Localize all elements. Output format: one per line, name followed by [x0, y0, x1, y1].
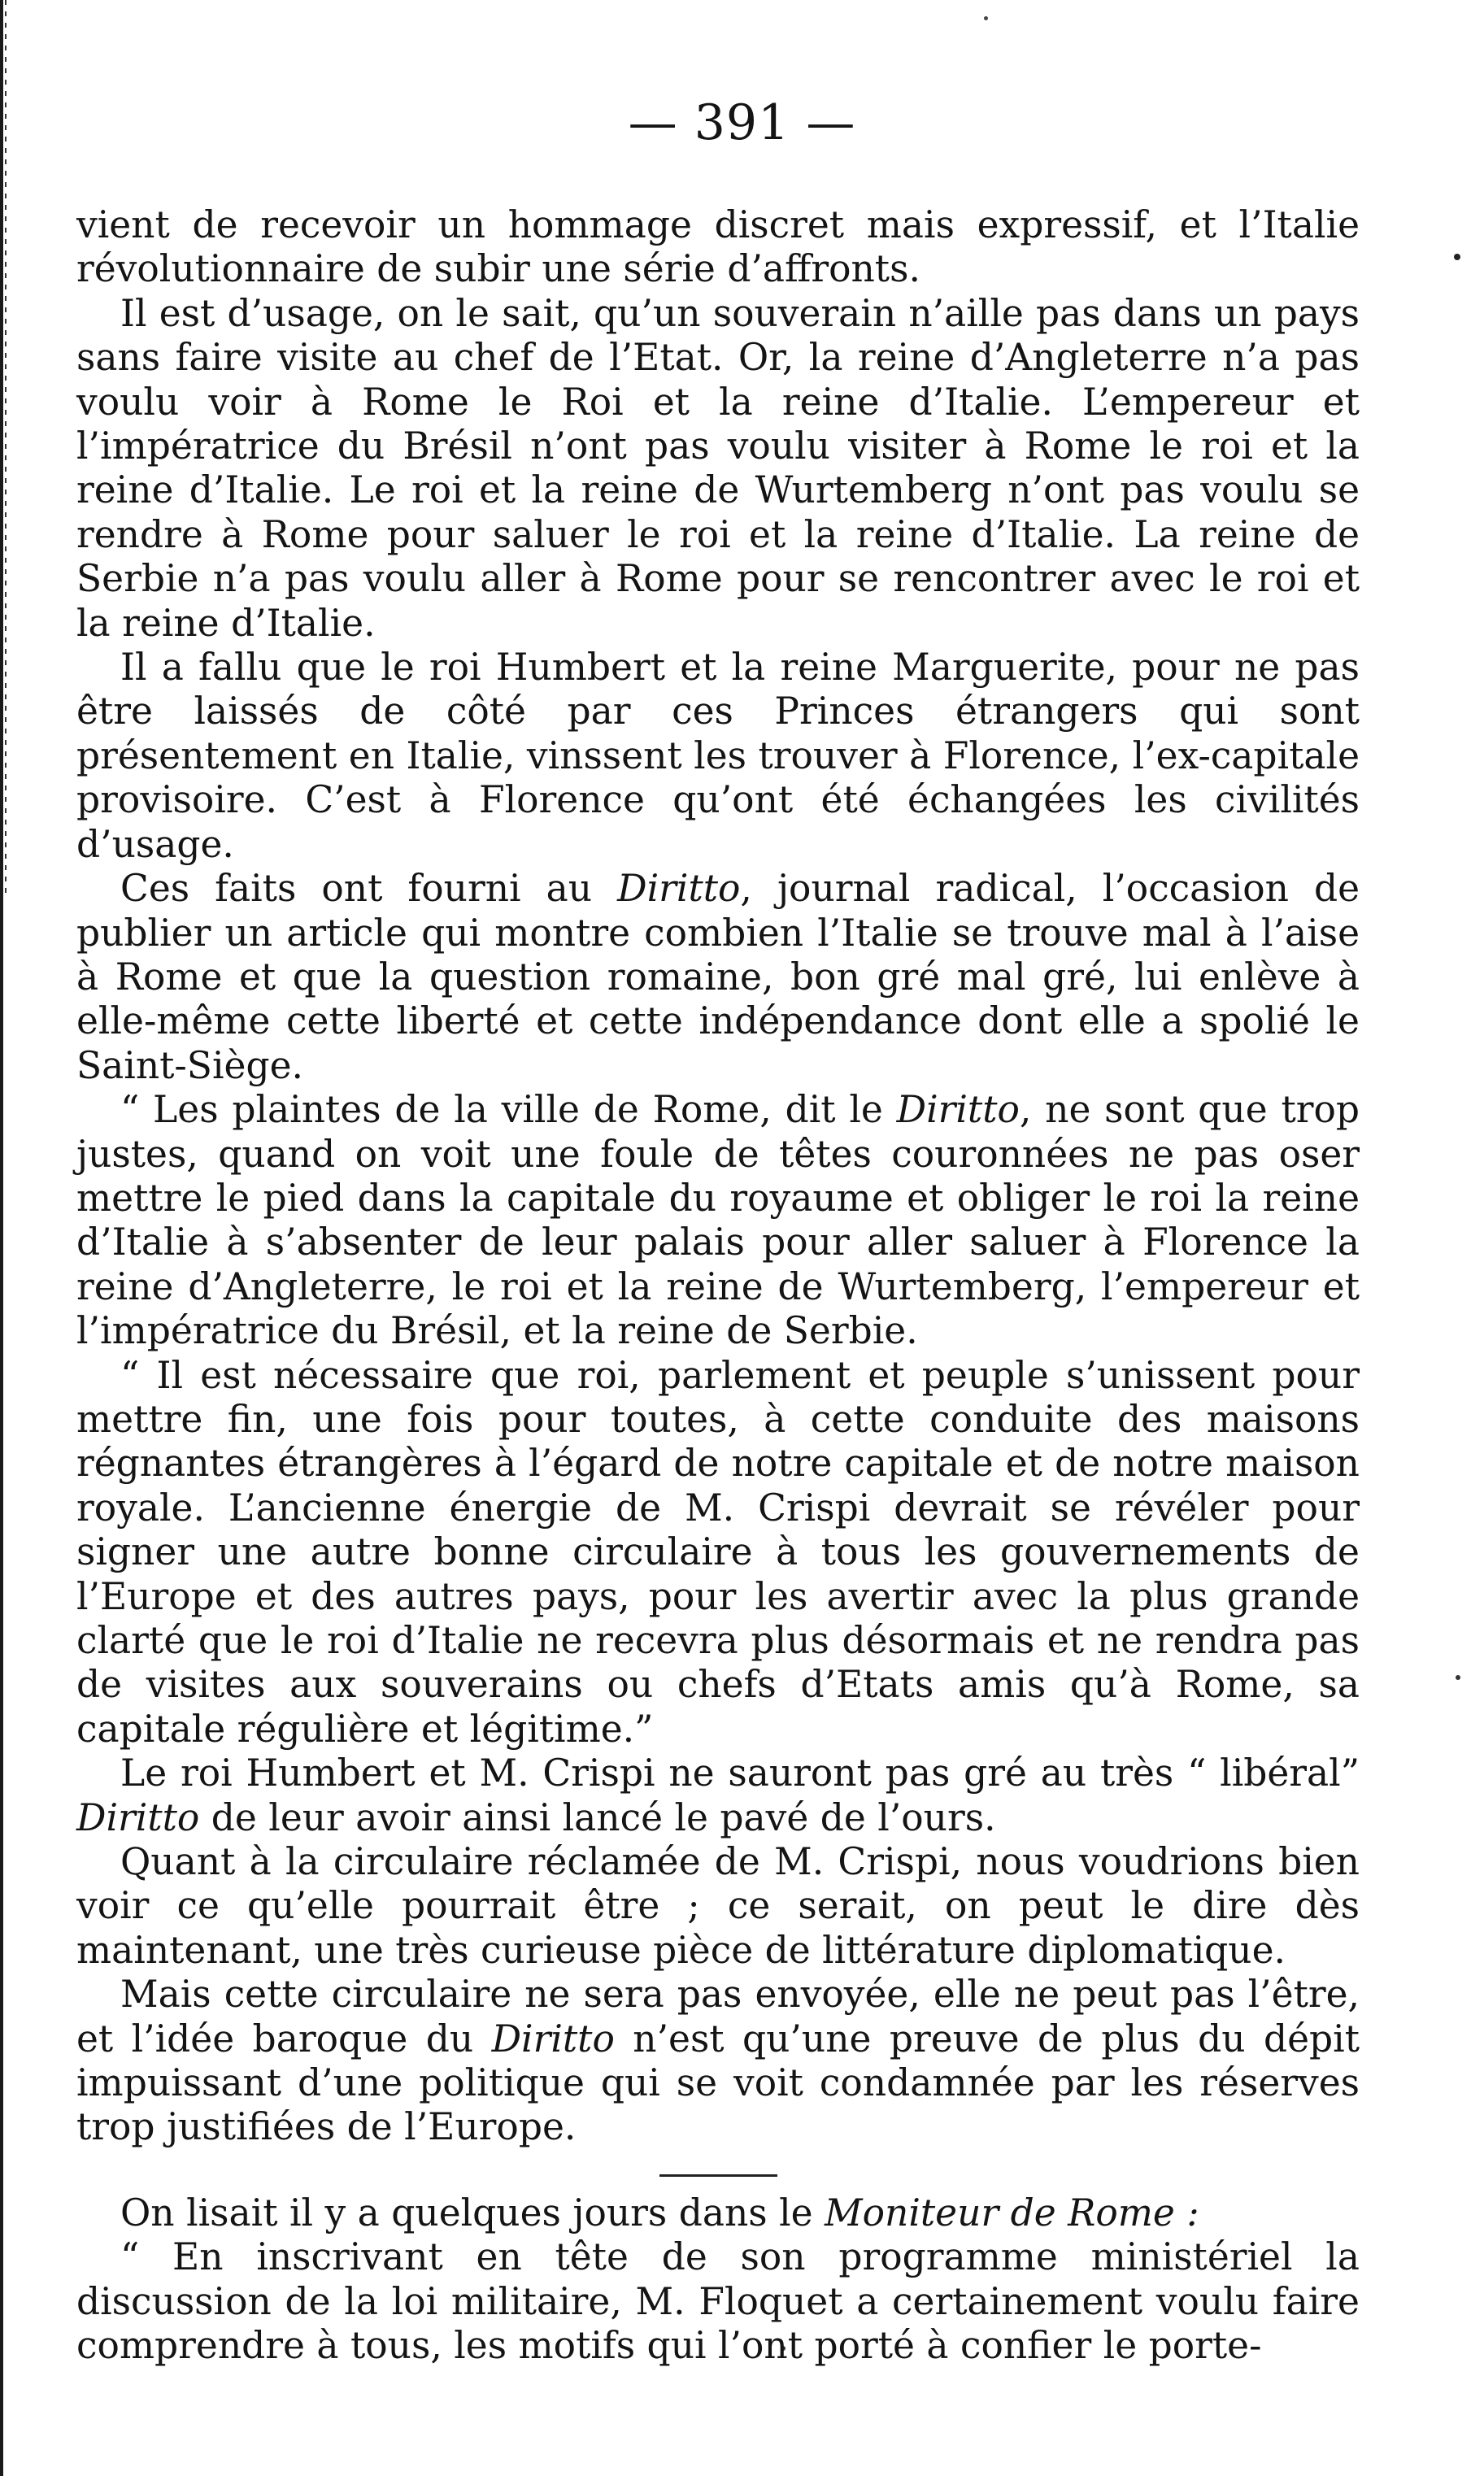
text-segment: n’est qu’une preuve de plus du dépit impuissant d’une politique qui se voit condamnée par les réserves trop justifiées de l’Europe.	[76, 2017, 1360, 2149]
text-segment: Il a fallu que le roi Humbert et la reine Marguerite, pour ne pas être laissés de côté par ces Princes étrangers qui sont présentement en Italie, vinssent les trouver à Florence, l’ex-capitale provisoire. C’est à Florence qu’ont été échangées les civilités d’usage.	[76, 646, 1360, 866]
text-segment: Ces faits ont fourni au	[120, 867, 618, 911]
text-segment: “ En inscrivant en tête de son programme ministériel la discussion de la loi militaire, M. Floquet a certainement voulu faire comprendre à tous, les motifs qui l’ont porté à confier le porte-	[76, 2235, 1360, 2368]
text-segment: “ Il est nécessaire que roi, parlement et peuple s’unissent pour mettre fin, une fois pour toutes, à cette conduite des maisons régnantes étrangères à l’égard de notre capitale et de notre maison royale. L’ancienne énergie de M. Crispi devrait se révéler pour signer une autre bonne circulaire à tous les gouvernements de l’Europe et des autres pays, pour les avertir avec la plus grande clarté que le roi d’Italie ne recevra plus désormais et ne rendra pas de visites aux souverains ou chefs d’Etats amis qu’à Rome, sa capitale régulière et légitime.”	[76, 1353, 1360, 1751]
italic-text: Diritto	[896, 1088, 1020, 1132]
article-paragraphs-continued	[76, 2191, 1360, 2369]
text-segment: “ Les plaintes de la ville de Rome, dit le	[120, 1088, 897, 1132]
paragraph	[76, 646, 1360, 867]
text-segment: vient de recevoir un hommage discret mais expressif, et l’Italie révolutionnaire de subir une série d’affronts.	[76, 203, 1360, 291]
paragraph	[76, 1354, 1360, 1752]
text-segment: de leur avoir ainsi lancé le pavé de l’ours.	[199, 1795, 996, 1839]
binding-edge	[0, 0, 3, 2476]
text-segment: Quant à la circulaire réclamée de M. Crispi, nous voudrions bien voir ce qu’elle pourrait être ; ce serait, on peut le dire dès maintenant, une très curieuse pièce de littérature diplomatique.	[76, 1840, 1360, 1972]
paragraph	[76, 2235, 1360, 2368]
italic-text: Diritto	[491, 2017, 615, 2060]
italic-text: Diritto	[617, 867, 741, 911]
text-segment: Mais cette circulaire ne sera pas envoyée, elle ne peut pas l’être, et l’idée baroque du	[76, 1973, 1360, 2060]
article-paragraphs	[76, 203, 1360, 2150]
paragraph	[76, 867, 1360, 1088]
paragraph	[76, 1751, 1360, 1840]
body-text	[76, 203, 1360, 2369]
scan-speck	[1456, 1675, 1460, 1680]
paragraph	[76, 203, 1360, 292]
text-segment: Il est d’usage, on le sait, qu’un souverain n’aille pas dans un pays sans faire visite au chef de l’Etat. Or, la reine d’Angleterre n’a pas voulu voir à Rome le Roi et la reine d’Italie. L’empereur et l’impératrice du Brésil n’ont pas voulu visiter à Rome le roi et la reine d’Italie. Le roi et la reine de Wurtemberg n’ont pas voulu se rendre à Rome pour saluer le roi et la reine d’Italie. La reine de Serbie n’a pas voulu aller à Rome pour se rencontrer avec le roi et la reine d’Italie.	[76, 291, 1360, 645]
scan-speck	[984, 16, 988, 20]
text-segment: Le roi Humbert et M. Crispi ne sauront pas gré au très “ libéral”	[120, 1751, 1360, 1795]
text-segment: , ne sont que trop justes, quand on voit une foule de têtes couronnées ne pas oser mettre le pied dans la capitale du royaume et obliger le roi la reine d’Italie à s’absenter de leur palais pour aller saluer à Florence la reine d’Angleterre, le roi et la reine de Wurtemberg, l’empereur et l’impératrice du Brésil, et la reine de Serbie.	[76, 1088, 1360, 1353]
page-number: — 391 —	[628, 94, 856, 151]
paragraph	[76, 292, 1360, 646]
text-segment: On lisait il y a quelques jours dans le	[120, 2191, 825, 2234]
section-divider	[659, 2174, 777, 2177]
text-segment: , journal radical, l’occasion de publier un article qui montre combien l’Italie se trouve mal à l’aise à Rome et que la question romaine, bon gré mal gré, lui enlève à elle-même cette liberté et cette indépendance dont elle a spolié le Saint-Siège.	[76, 867, 1360, 1087]
paragraph	[76, 1088, 1360, 1353]
italic-text: Diritto	[76, 1795, 200, 1839]
paragraph	[76, 1973, 1360, 2150]
italic-text: Moniteur de Rome :	[825, 2191, 1199, 2234]
paragraph	[76, 1840, 1360, 1973]
scan-speck	[1454, 254, 1460, 260]
paragraph	[76, 2191, 1360, 2235]
